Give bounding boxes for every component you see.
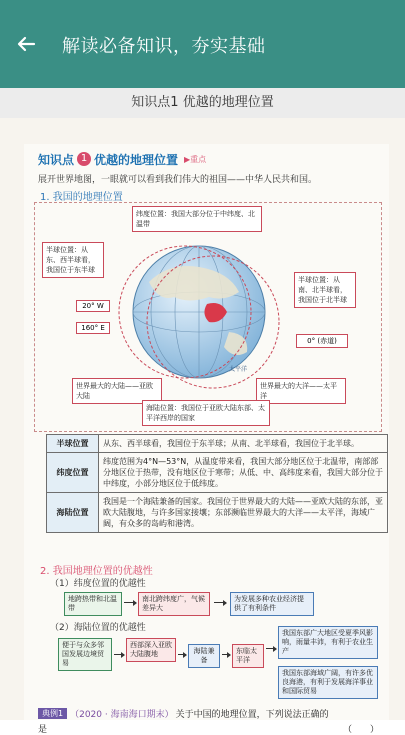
back-arrow-icon — [16, 34, 36, 54]
table-row — [47, 435, 388, 453]
table-cell-key: 半球位置 — [47, 435, 99, 453]
ocean-label: 太平洋 — [229, 366, 248, 373]
hemisphere-north-box: 半球位置：从南、北半球看，我国位于北半球 — [294, 272, 356, 308]
arrow — [214, 602, 226, 603]
knowledge-point-heading — [38, 150, 206, 168]
table-cell-key: 海陆位置 — [47, 493, 99, 533]
section-header-label: 知识点1 优越的地理位置 — [131, 95, 274, 110]
hemisphere-east-box: 半球位置：从东、西半球看，我国位于东半球 — [42, 242, 104, 278]
location-table — [46, 434, 388, 533]
kp-number: 1 — [77, 152, 91, 166]
app-bar — [0, 0, 405, 88]
flow2-e: 我国东部广大地区受夏季风影响，雨量丰沛，有利于农业生产 — [278, 626, 378, 659]
table-cell-value: 从东、西半球看，我国位于东半球；从南、北半球看，我国位于北半球。 — [99, 435, 388, 453]
table-row — [47, 493, 388, 533]
table-cell-value: 纬度范围为4°N—53°N，从温度带来看，我国大部分地区位于北温带，南部部分地区位于热带，没有地区位于寒带；从低、中、高纬度来看，我国大部分位于中纬度，小部分地区位于低纬度。 — [99, 453, 388, 493]
key-point-mark: ▶重点 — [184, 154, 207, 164]
flow2-a: 便于与众多邻国发展边境贸易 — [58, 638, 112, 671]
table-cell-key: 纬度位置 — [47, 453, 99, 493]
section-2-title: 2. 我国地理位置的优越性 — [40, 566, 153, 577]
ocean-box: 世界最大的大洋——太平洋 — [256, 378, 346, 404]
flow2-f: 我国东部海域广阔，有许多优良海港，有利于发展海洋事业和国际贸易 — [278, 666, 378, 699]
example-choice: 是 — [38, 725, 48, 735]
subsection-sea-land: （2）海陆位置的优越性 — [50, 623, 146, 633]
intro-text: 展开世界地图，一眼就可以看到我们伟大的祖国——中华人民共和国。 — [38, 175, 318, 185]
longitude-20w: 20° W — [76, 300, 110, 312]
example-text: 关于中国的地理位置，下列说法正确的 — [175, 710, 329, 720]
kp-title: 优越的地理位置 — [94, 152, 179, 167]
longitude-160e: 160° E — [76, 322, 110, 334]
textbook-page-image — [24, 144, 389, 735]
globe-illustration — [129, 242, 269, 382]
flow1-b: 南北跨纬度广，气候差异大 — [138, 592, 210, 616]
flow2-b: 西部深入亚欧大陆腹地 — [126, 638, 176, 662]
page-title: 解读必备知识，夯实基础 — [62, 36, 266, 57]
back-button[interactable] — [12, 30, 40, 58]
flow2-d: 东临太平洋 — [232, 644, 264, 668]
section-header — [0, 88, 405, 118]
arrow — [178, 654, 186, 655]
latitude-box: 纬度位置：我国大部分位于中纬度、北温带 — [132, 206, 262, 232]
example-answer-blank: （ ） — [342, 725, 379, 735]
table-row — [47, 453, 388, 493]
content-area[interactable] — [0, 118, 405, 735]
example-source: （2020 · 海南海口期末） — [70, 710, 174, 720]
continent-box: 世界最大的大陆——亚欧大陆 — [72, 378, 162, 404]
subsection-latitude: （1）纬度位置的优越性 — [50, 579, 146, 589]
sea-land-box: 海陆位置：我国位于亚欧大陆东部、太平洋西岸的国家 — [142, 400, 270, 426]
flow1-a: 地跨热带和北温带 — [64, 592, 122, 616]
example-tag: 典例1 — [38, 708, 67, 719]
flow1-c: 为发展多种农业经济提供了有利条件 — [230, 592, 314, 616]
table-cell-value: 我国是一个海陆兼备的国家。我国位于世界最大的大陆——亚欧大陆的东部，亚欧大陆腹地，与许多国家接壤；东部濒临世界最大的大洋——太平洋，海域广阔，有众多的岛屿和港湾。 — [99, 493, 388, 533]
equator-label: 0° (赤道) — [296, 334, 348, 348]
section-1-title: 1. 我国的地理位置 — [40, 192, 123, 203]
arrow — [114, 654, 124, 655]
example-question — [38, 707, 329, 720]
kp-tag: 知识点 — [38, 152, 75, 167]
arrow — [266, 648, 276, 649]
arrow — [222, 654, 230, 655]
flow2-c: 海陆兼备 — [188, 644, 220, 668]
arrow — [124, 602, 136, 603]
